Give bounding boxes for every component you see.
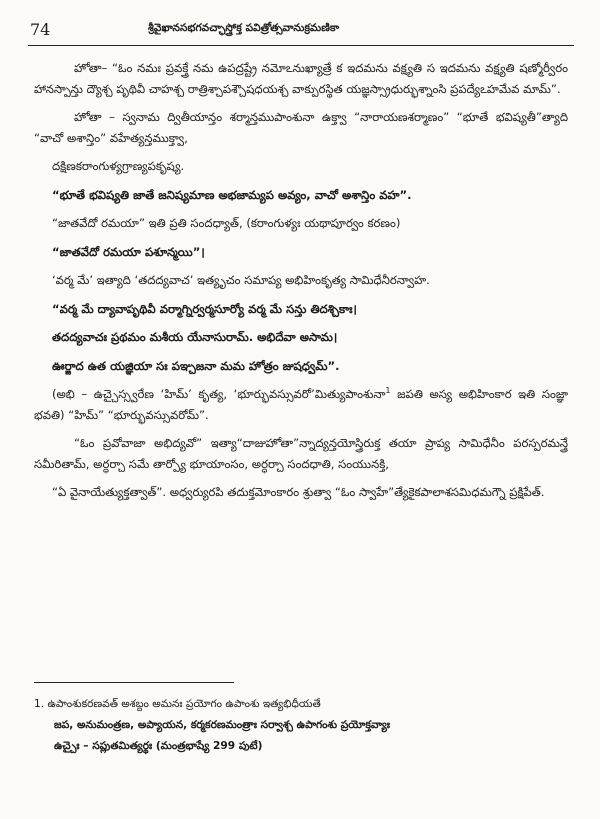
paragraph-dakshina: దక్షిణకరాంగుళ్యగ్రాణ్యపకృష్య. — [52, 159, 185, 173]
running-title: శ్రీవైఖానసభగవచ్ఛాస్త్రోక్త పవిత్రోత్సవానుక్రమణికా — [148, 22, 340, 34]
paragraph-abhi — [34, 384, 568, 425]
mantra-varma-1: “వర్మ మే ద్యావాపృథివీ వర్మాగ్నిర్వర్మసూర్యో వర్మ మే సన్తు తిదశ్చికాః। — [52, 301, 357, 316]
footnote-1: 1. ఉపాంశుకరణవత్ అశబ్దం అమనః ప్రయోగం ఉపాంశు ఇత్యభిధీయతే — [34, 698, 321, 710]
mantra-jataveda-2: “జాతవేదో రమయా పశూన్మయి”। — [52, 244, 205, 259]
paragraph-abhi-text: (అభి – ఉచ్చైస్స్వరేణ ‘హిమ్’ కృత్య, ‘భూర్భువస్సువరో’మిత్యుపాంశునా — [52, 387, 386, 401]
mantra-varma-2: తదద్యవాచః ప్రథమం మశీయ యేనాసురామ్. అభిదేవా అసామ। — [52, 330, 338, 344]
footnote-1-line-2: జప, అనుమంత్రణ, అప్యాయన, కర్మకరణమంత్రాః సర్వాశ్చ ఉపాగంశు ప్రయోక్తవ్యాః — [54, 719, 390, 731]
paragraph-hota-2: హోతా – స్వనామ ద్వితీయాన్తం శర్మాన్తముపాంశునా ఉక్త్వా “నారాయణశర్మాణం” “భూతే భవిష్యతీ”త్యాది “వాచో అశాన్తిం” వహేత్యన్తముక్త్వా, — [34, 110, 568, 145]
mantra-bhute: “భూతే భవిష్యతి జాతే జనిష్యమాణ అభజామ్యప అవ్యం, వాచో అశాన్తిం వహ”. — [52, 187, 412, 202]
paragraph-om-pravo: “ఓం ప్రవోవాజా అభిద్యవో” ఇత్యా“దాజుహోతా”న్నాద్యన్తయోస్త్రిరుక్త తయా ప్రాప్య సామిధేనీం పరస్పరమన్త్రే సమీరితామ్, అర్ధర్చా సమే తార్ప్యో భూయాంసం, అర్ధర్చా సందధాతి, సంయునక్తి, — [34, 436, 568, 471]
header-rule — [28, 45, 574, 46]
paragraph-abhi-cont: జపతి అస్య అభిహింకార ఇతి సంజ్ఞా భవతి) “హిమ్” “భూర్భువస్సువరోమ్”. — [34, 387, 568, 422]
main-text — [34, 58, 568, 511]
footnote-1-line-3: ఉచ్చైః – సప్లుతమిత్యర్థః (మంత్రభాష్యే 299 పుటే) — [54, 740, 263, 752]
footnotes — [34, 694, 568, 757]
paragraph-hota-1: హోతా– “ఓం నమః ప్రవక్త్రే నమ ఉపద్రష్ట్రే నమోఽనుఖ్యాత్రే క ఇదమను వక్ష్యతి స ఇదమను వక్ష్యతి షణ్మోర్వీరం హానస్పాన్తు ద్యౌశ్చ పృథివీ చాహశ్చ రాత్రిశ్చాపశ్చౌషధయశ్చ వాక్పురస్థిత యజ్ఞస్స్రాధుర్భుశ్నాంసి ప్రపద్యేఽహమేవ మామ్”. — [34, 61, 568, 96]
mantra-varma-3: ఊర్జాద ఉత యజ్ఞియా సః పఞ్చజనా మమ హోత్రం జుషధ్వమ్”. — [52, 358, 340, 373]
footnote-rule — [34, 682, 234, 683]
paragraph-jataveda-1: “జాతవేదో రమయా” ఇతి ప్రతి సందధ్యాత్, (కరాంగుళ్యః యథాపూర్వం కరణం) — [52, 216, 401, 230]
page-number: 74 — [30, 20, 51, 39]
paragraph-adhvaryu: “ఏ వైనాయేత్యుక్తత్వాత్”. అధ్వర్యురపి తదుక్తమోంకారం శ్రుత్వా “ఓం స్వాహే”త్యేకైకపాలాశసమిధమగ్నౌ ప్రక్షిపేత్. — [52, 485, 545, 499]
footnote-marker: 1 — [385, 386, 391, 396]
paragraph-varma-me: ‘వర్మ మే’ ఇత్యాది ‘తదద్యవాచ’ ఇత్యృచం సమాప్య అభిహింకృత్య సామిధేనీరన్వాహ. — [52, 273, 430, 287]
